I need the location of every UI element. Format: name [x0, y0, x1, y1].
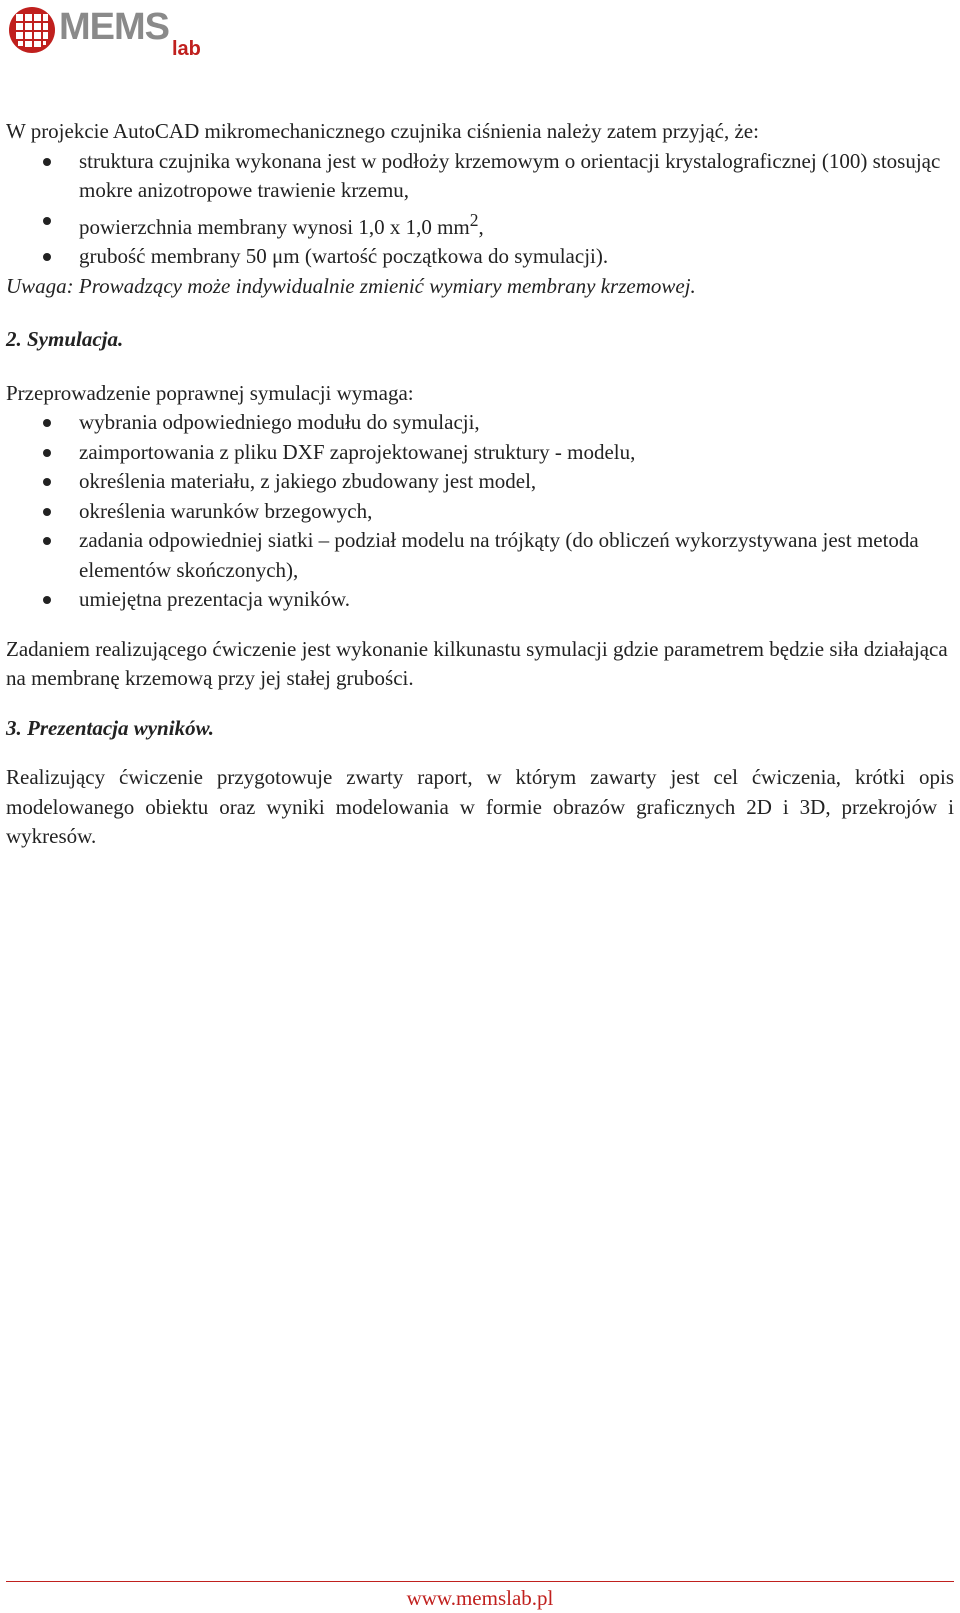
memslab-logo [6, 3, 206, 59]
section-heading-results: 3. Prezentacja wyników. [6, 715, 215, 740]
simulation-paragraph: Zadaniem realizującego ćwiczenie jest wykonanie kilkunastu symulacji gdzie parametrem będzie siła działająca na membranę krzemową przy jej stałej grubości. [6, 636, 948, 690]
superscript: 2 [469, 209, 479, 230]
list-item [6, 585, 954, 615]
bullet-icon [43, 478, 51, 486]
results-paragraph: Realizujący ćwiczenie przygotowuje zwarty raport, w którym zawarty jest cel ćwiczenia, krótki opis modelowanego obiektu oraz wyniki modelowania w formie obrazów graficznych 2D i 3D, przekrojów i wykresów. [6, 765, 954, 848]
list-item-text: zaimportowania z pliku DXF zaprojektowanej struktury - modelu, [79, 439, 636, 464]
bullet-icon [43, 217, 51, 225]
footer-website-link[interactable]: www.memslab.pl [406, 1586, 554, 1610]
list-item-tail: , [478, 214, 484, 239]
simulation-bullet-list [6, 408, 954, 615]
svg-text:MEMS: MEMS [59, 6, 169, 48]
intro-bullet-list [6, 147, 954, 272]
list-item [6, 242, 954, 272]
bullet-icon [43, 508, 51, 516]
list-item [6, 206, 954, 243]
list-item-text: struktura czujnika wykonana jest w podłoży krzemowym o orientacji krystalograficznej (100) stosując mokre anizotropowe trawienie krzemu, [79, 148, 941, 202]
list-item [6, 147, 954, 206]
bullet-icon [43, 419, 51, 427]
list-item-text: powierzchnia membrany wynosi 1,0 x 1,0 mm [79, 214, 470, 239]
list-item-text: wybrania odpowiedniego modułu do symulacji, [79, 410, 480, 434]
list-item-text: określenia warunków brzegowych, [79, 498, 373, 523]
list-item [6, 526, 954, 585]
bullet-icon [43, 449, 51, 457]
simulation-lead: Przeprowadzenie poprawnej symulacji wymaga: [6, 380, 414, 405]
svg-text:lab: lab [172, 38, 201, 59]
list-item [6, 438, 954, 468]
list-item-text: zadania odpowiedniej siatki – podział modelu na trójkąty (do obliczeń wykorzystywana jest metoda elementów skończonych), [79, 528, 919, 582]
footer-divider [6, 1581, 954, 1582]
list-item-text: określenia materiału, z jakiego zbudowany jest model, [79, 469, 537, 493]
bullet-icon [43, 537, 51, 545]
list-item [6, 408, 954, 438]
list-item-text: umiejętna prezentacja wyników. [79, 587, 350, 611]
memslab-logo-graphic [6, 3, 206, 59]
note: Uwaga: Prowadzący może indywidualnie zmienić wymiary membrany krzemowej. [6, 273, 696, 298]
list-item-text: grubość membrany 50 μm (wartość początkowa do symulacji). [79, 244, 609, 268]
intro-lead: W projekcie AutoCAD mikromechanicznego czujnika ciśnienia należy zatem przyjąć, że: [6, 119, 759, 143]
bullet-icon [43, 253, 51, 261]
section-heading-simulation: 2. Symulacja. [6, 327, 124, 351]
document-body [6, 117, 954, 852]
list-item [6, 497, 954, 527]
bullet-icon [43, 158, 51, 166]
list-item [6, 467, 954, 497]
bullet-icon [43, 596, 51, 604]
